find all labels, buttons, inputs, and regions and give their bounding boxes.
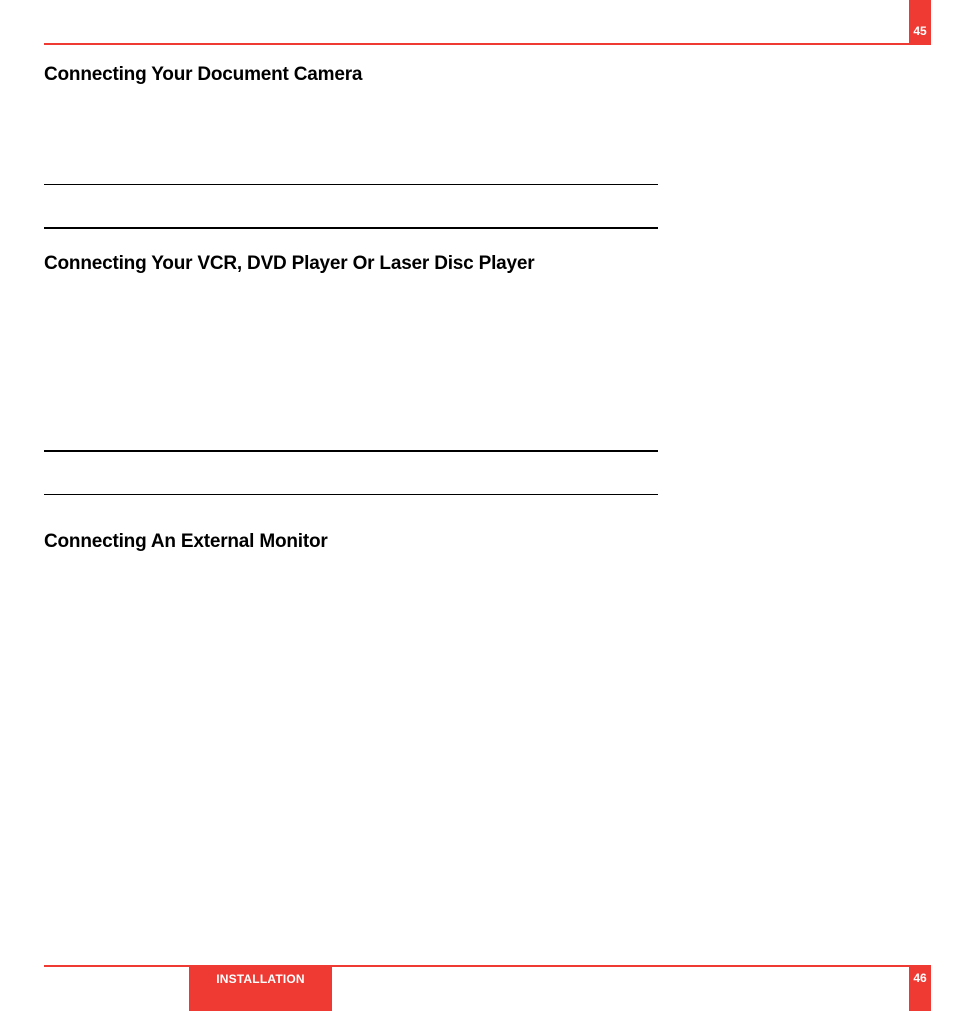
heading-document-camera: Connecting Your Document Camera (44, 64, 363, 85)
section-label: INSTALLATION (216, 972, 305, 986)
divider-thick-1 (44, 227, 658, 229)
header-rule (44, 43, 931, 45)
footer-rule (44, 965, 931, 967)
heading-external-monitor: Connecting An External Monitor (44, 531, 328, 552)
page-number-top: 45 (913, 24, 927, 38)
page-number-tab-bottom (909, 967, 931, 1011)
heading-vcr-dvd-laserdisc: Connecting Your VCR, DVD Player Or Laser Disc Player (44, 253, 535, 274)
page-number-tab-top (909, 0, 931, 44)
page-number-bottom: 46 (913, 971, 927, 985)
divider-thick-2 (44, 450, 658, 452)
section-tab-installation (189, 967, 332, 1011)
divider-thin-2 (44, 494, 658, 495)
divider-thin-1 (44, 184, 658, 185)
